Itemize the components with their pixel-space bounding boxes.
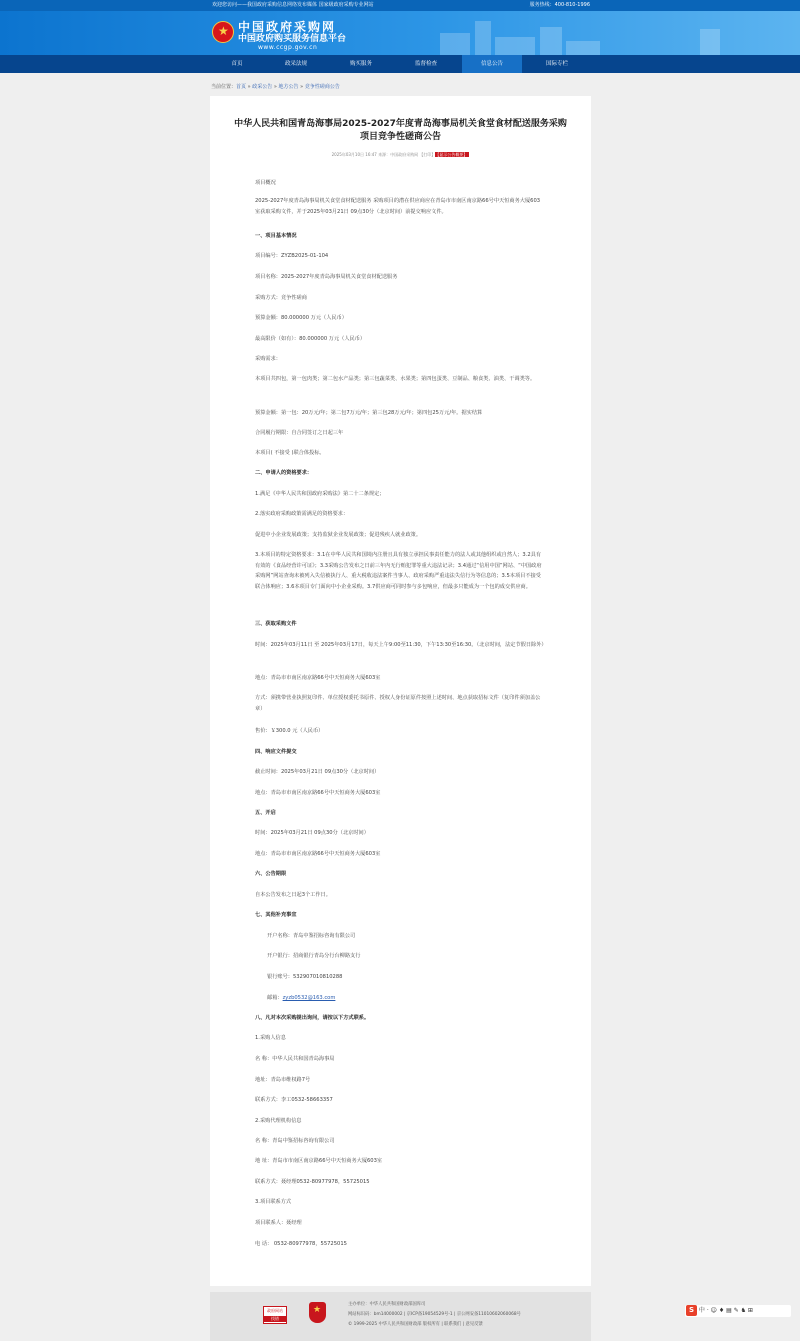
email-link[interactable]: zyzb0532@163.com: [282, 995, 336, 1001]
sogou-logo-icon[interactable]: S: [686, 1305, 697, 1316]
section-heading: 五、开启: [255, 810, 276, 816]
main-nav: [0, 55, 800, 73]
breadcrumb-prefix: 当前位置：: [211, 84, 237, 90]
site-logo-title[interactable]: 中国政府采购网: [238, 20, 337, 34]
paragraph: 预算金额：80.000000 万元（人民币）: [255, 315, 347, 321]
paragraph: 本项目( 不接受 )联合体投标。: [255, 450, 325, 456]
hotline-text: 服务热线：400-810-1996: [529, 2, 590, 8]
paragraph: 最高限价（如有）：80.000000 万元（人民币）: [255, 336, 366, 342]
paragraph: 开户名称：青岛中鉴招标咨询有限公司: [267, 933, 356, 939]
paragraph: 地址：青岛市维权路7号: [255, 1077, 311, 1083]
nav-services[interactable]: 购买服务: [349, 61, 372, 67]
paragraph: 地点：青岛市市南区南京路66号中天恒商务大厦603室: [255, 851, 381, 857]
section-heading: 二、申请人的资格要求：: [255, 470, 313, 476]
paragraph: 银行账号：532907010810288: [267, 974, 343, 980]
paragraph: 1.满足《中华人民共和国政府采购法》第二十二条规定；: [255, 491, 385, 497]
paragraph: 自本公告发布之日起3个工作日。: [255, 892, 331, 898]
paragraph: 项目概况: [255, 180, 276, 186]
breadcrumb-current[interactable]: 竞争性磋商公告: [304, 84, 340, 90]
paragraph: 地 址：青岛市市南区南京路66号中天恒商务大厦603室: [255, 1158, 383, 1164]
nav-supervision[interactable]: 监督检查: [414, 61, 437, 67]
section-heading: 四、响应文件提交: [255, 749, 297, 755]
paragraph: 2.落实政府采购政策需满足的资格要求：: [255, 511, 349, 517]
paragraph: 时间：2025年03月21日 09点30分（北京时间）: [255, 830, 369, 836]
paragraph: 电 话： 0532-80977978，55725015: [255, 1241, 347, 1247]
paragraph: 项目联系人：聂经理: [255, 1220, 302, 1226]
breadcrumb-separator: »: [300, 84, 304, 90]
paragraph: 2.采购代理机构信息: [255, 1118, 302, 1124]
paragraph: 联系方式：聂经理0532-80977978，55725015: [255, 1179, 370, 1185]
article-title: [210, 118, 591, 144]
paragraph: 时间：2025年03月11日 至 2025年03月17日，每天上午9:00至11:30，下午13:30至16:30。（北京时间，法定节假日除外）: [255, 642, 547, 648]
paragraph: 名 称：青岛中鉴招标咨询有限公司: [255, 1138, 335, 1144]
nav-home[interactable]: 首页: [231, 61, 243, 67]
paragraph: 3.本项目的特定资格要求：3.1在中华人民共和国境内注册且具有独立承担民事责任能力的法人或其他组织或自然人；3.2具有有效的《食品经营许可证》；3.3采购公告发布之日前三年内无行贿犯罪等重大违法记录；3.4通过“信用中国”网站、“中国政府采购网”网站查询未被列入失信被执行人、重大税收违法案件当事人、政府采购严重违法失信行为等信息的；3.5本项目不接受联合体响应；3.6本项目专门面向中小企业采购。3.7供应商可同时参与多包响应，但最多只能成为一个包的成交供应商。: [255, 552, 542, 590]
paragraph: 方式：须携带营业执照复印件、单位授权委托书原件、授权人身份证原件按照上述时间、地点获取招标文件（复印件须加盖公章）: [255, 695, 541, 712]
paragraph: 1.采购人信息: [255, 1035, 286, 1041]
paragraph: 项目编号：ZYZB2025-01-104: [255, 253, 329, 259]
breadcrumb-local[interactable]: 地方公告: [278, 84, 299, 90]
article-meta: [210, 152, 591, 158]
paragraph: 联系方式：李工0532-58663357: [255, 1097, 333, 1103]
footer-copyright: © 1999-2025 中华人民共和国财政部 版权所有 | 联系我们 | 意见反馈: [348, 1322, 483, 1327]
nav-announcements[interactable]: 信息公告: [462, 55, 522, 73]
paragraph: 名 称：中华人民共和国青岛海事局: [255, 1056, 335, 1062]
breadcrumb-notices[interactable]: 政采公告: [252, 84, 273, 90]
paragraph: 地点：青岛市市南区南京路66号中天恒商务大厦603室: [255, 790, 381, 796]
breadcrumb-home[interactable]: 首页: [236, 84, 247, 90]
email-row: [267, 993, 557, 1003]
site-banner: [0, 11, 800, 55]
site-footer: [210, 1292, 591, 1341]
breadcrumb-separator: »: [273, 84, 277, 90]
badge-label-bottom: 找错: [264, 1316, 286, 1322]
paragraph: 截止时间：2025年03月21日 09点30分（北京时间）: [255, 769, 380, 775]
paragraph: 3.项目联系方式: [255, 1199, 292, 1205]
national-emblem-icon: ★: [212, 21, 234, 43]
article-meta-text: 2025年03月10日 16:47 来源：中国政府采购网 【打印】: [331, 152, 436, 157]
top-bar: [0, 0, 800, 11]
welcome-text: 欢迎您访问——我国政府采购信息网络发布媒体 国家级政府采购专业网站: [212, 2, 374, 8]
section-heading: 八、凡对本次采购提出询问，请按以下方式联系。: [255, 1015, 370, 1021]
nav-international[interactable]: 国际专栏: [545, 61, 568, 67]
paragraph: 项目名称：2025-2027年度青岛海事局机关食堂食材配送服务: [255, 274, 398, 280]
section-heading: 七、其他补充事宜: [255, 912, 297, 918]
article-title-line1: 中华人民共和国青岛海事局2025-2027年度青岛海事局机关食堂食材配送服务采购: [234, 119, 567, 129]
paragraph: 采购需求：: [255, 356, 281, 362]
summary-toggle-button[interactable]: 【显示公告概要】: [437, 152, 468, 157]
paragraph: 2025-2027年度青岛海事局机关食堂食材配送服务 采购项目的潜在供应商应在青岛市市南区南京路66号中天恒商务大厦603室获取采购文件，并于2025年03月21日 09点30分（北京时间）前提交响应文件。: [255, 198, 541, 215]
paragraph: 本项目共四包，第一包肉类；第二包水产品类；第三包蔬菜类、水果类；第四包蛋类、豆制品、粮食类、油类、干调类等。: [255, 376, 536, 382]
email-label: 邮箱：: [267, 995, 283, 1001]
paragraph: 售价：￥300.0 元（人民币）: [255, 728, 324, 734]
footer-registration: 网站标识码：bm14000002 | 京ICP备19054529号-1 | 京公网安备11010602060068号: [348, 1312, 521, 1317]
paragraph: 合同履行期限：自合同签订之日起三年: [255, 430, 344, 436]
paragraph: 地点：青岛市市南区南京路66号中天恒商务大厦603室: [255, 675, 381, 681]
footer-sponsor: 主办单位：中华人民共和国财政部国库司: [348, 1302, 426, 1307]
article-title-line2: 项目竞争性磋商公告: [359, 132, 441, 142]
paragraph: 促进中小企业发展政策；支持监狱企业发展政策；促进残疾人就业政策。: [255, 532, 422, 538]
badge-label-top: 政府网站: [267, 1308, 283, 1313]
site-url: www.ccgp.gov.cn: [258, 44, 318, 51]
section-heading: 三、获取采购文件: [255, 621, 297, 627]
section-heading: 一、项目基本情况: [255, 233, 297, 239]
nav-regulations[interactable]: 政采法规: [284, 61, 307, 67]
paragraph: 预算金额：第一包：20万元/年；第二包7万元/年；第三包28万元/年；第四包25万元/年。据实结算: [255, 410, 483, 416]
paragraph: 采购方式：竞争性磋商: [255, 295, 307, 301]
section-heading: 六、公告期限: [255, 871, 287, 877]
input-method-toolbar[interactable]: [685, 1305, 791, 1317]
breadcrumb-separator: »: [247, 84, 251, 90]
site-logo-subtitle: 中国政府购买服务信息平台: [238, 34, 347, 44]
gov-site-error-report-badge[interactable]: [263, 1306, 287, 1324]
breadcrumb: [211, 83, 340, 90]
toolbar-icons[interactable]: · ☺ ♦ ▤ ✎ ♞ ⊞: [706, 1307, 753, 1314]
language-toggle[interactable]: 中: [698, 1307, 705, 1314]
party-gov-badge-icon[interactable]: ★: [309, 1302, 326, 1323]
article-panel: [210, 96, 591, 1286]
paragraph: 开户银行：招商银行青岛分行台柳路支行: [267, 953, 361, 959]
